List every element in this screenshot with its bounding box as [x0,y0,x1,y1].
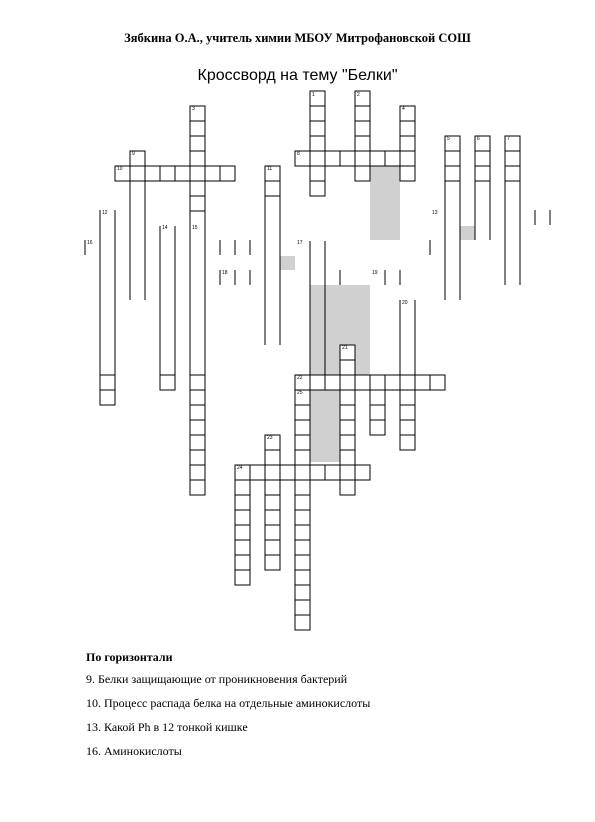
crossword-cell [265,465,280,480]
crossword-cell [295,585,310,600]
crossword-cell [190,450,205,465]
crossword-cell [310,121,325,136]
crossword-cell [355,136,370,151]
author-header: Зябкина О.А., учитель химии МБОУ Митрофановской СОШ [124,31,471,45]
crossword-cell [400,166,415,181]
crossword-cell [295,600,310,615]
crossword-cell [325,151,340,166]
crossword-cell [400,121,415,136]
clue-number: 12 [102,210,108,216]
crossword-cell [340,435,355,450]
crossword-cell [325,465,340,480]
clue-number: 7 [507,136,510,142]
crossword-cell [400,420,415,435]
crossword-cell [310,166,325,181]
crossword-cell [295,570,310,585]
clue-number: 8 [297,151,300,157]
clue-number: 14 [162,225,168,231]
clues-heading: По горизонтали [86,650,173,664]
crossword-cell [445,166,460,181]
clue-number: 20 [402,300,408,306]
crossword-cell [265,525,280,540]
crossword-cell [160,166,175,181]
crossword-cell [400,136,415,151]
crossword-cell [340,360,355,375]
crossword-cell [190,435,205,450]
shaded-block [310,390,340,462]
clue-number: 10 [117,166,123,172]
crossword-cell [370,405,385,420]
crossword-cell [175,166,190,181]
crossword-cell [295,450,310,465]
crossword-cell [145,166,160,181]
clue-item: 10. Процесс распада белка на отдельные аминокислоты [86,696,371,710]
shaded-block [280,256,295,270]
crossword-cell [295,435,310,450]
crossword-cell [415,375,430,390]
crossword-cell [295,615,310,630]
clue-number: 24 [237,465,243,471]
crossword-cell [190,136,205,151]
crossword-cell [190,480,205,495]
crossword-cell [295,510,310,525]
clue-item: 16. Аминокислоты [86,744,182,758]
crossword-cell [190,181,205,196]
crossword-cell [295,525,310,540]
clue-number: 17 [297,240,303,246]
crossword-cell [310,181,325,196]
crossword-cell [280,465,295,480]
crossword-cell [265,510,280,525]
crossword-title: Кроссворд на тему "Белки" [197,67,398,84]
crossword-cell [235,540,250,555]
crossword-cell [385,375,400,390]
crossword-cell [310,465,325,480]
shaded-block [460,226,475,240]
clue-number: 9 [132,151,135,157]
crossword-cell [205,166,220,181]
crossword-cell [355,121,370,136]
crossword-cell [235,570,250,585]
crossword-cell [400,390,415,405]
clue-number: 6 [477,136,480,142]
crossword-cell [190,196,205,211]
crossword-cell [295,480,310,495]
crossword-cell [340,420,355,435]
crossword-cell [265,540,280,555]
crossword-cell [295,420,310,435]
crossword-cell [310,106,325,121]
clue-number: 15 [192,225,198,231]
crossword-cell [475,151,490,166]
crossword-cell [355,151,370,166]
clue-number: 25 [297,390,303,396]
crossword-cell [190,166,205,181]
crossword-cell [400,375,415,390]
crossword-cell [370,390,385,405]
crossword-cell [295,465,310,480]
crossword-cell [190,151,205,166]
crossword-cell [190,390,205,405]
clue-number: 4 [402,106,405,112]
crossword-cell [340,480,355,495]
crossword-cell [190,121,205,136]
crossword-cell [430,375,445,390]
crossword-cell [505,166,520,181]
clue-item: 13. Какой Ph в 12 тонкой кишке [86,720,248,734]
crossword-cell [190,405,205,420]
crossword-cell [235,510,250,525]
crossword-cell [190,420,205,435]
crossword-cell [265,181,280,196]
crossword-cell [475,166,490,181]
crossword-cell [445,151,460,166]
crossword-cell [310,375,325,390]
clue-number: 23 [267,435,273,441]
crossword-cell [310,136,325,151]
crossword-cell [130,166,145,181]
crossword-cell [235,480,250,495]
clue-number: 18 [222,270,228,276]
crossword-cell [385,151,400,166]
clues-section [86,650,566,768]
crossword-cell [400,405,415,420]
shaded-block [370,166,400,240]
clue-number: 21 [342,345,348,351]
crossword-cell [190,465,205,480]
crossword-cell [355,166,370,181]
crossword-cell [235,495,250,510]
crossword-cell [340,375,355,390]
crossword-cell [370,420,385,435]
crossword-cell [310,151,325,166]
crossword-cell [160,375,175,390]
crossword-cell [295,540,310,555]
crossword-cell [355,375,370,390]
crossword-cell [340,465,355,480]
clue-number: 1 [312,92,315,98]
crossword-cell [400,151,415,166]
clue-number: 13 [432,210,438,216]
crossword-cell [235,555,250,570]
crossword-cell [295,405,310,420]
clue-number: 16 [87,240,93,246]
clue-number: 3 [192,106,195,112]
crossword-cell [340,450,355,465]
crossword-cell [250,465,265,480]
crossword-cell [265,555,280,570]
crossword-cell [295,555,310,570]
crossword-cell [265,480,280,495]
crossword-cell [100,390,115,405]
crossword-cell [400,435,415,450]
crossword-cell [340,390,355,405]
crossword-cell [325,375,340,390]
crossword-cell [340,151,355,166]
clue-number: 22 [297,375,303,381]
crossword-cell [100,375,115,390]
crossword-cell [505,151,520,166]
clue-number: 11 [267,166,273,172]
clue-number: 2 [357,92,360,98]
crossword-cell [355,106,370,121]
clue-item: 9. Белки защищающие от проникновения бактерий [86,672,348,686]
crossword-cell [370,151,385,166]
crossword-cell [220,166,235,181]
crossword-cell [265,450,280,465]
clue-number: 5 [447,136,450,142]
crossword-cell [235,525,250,540]
crossword-cell [370,375,385,390]
crossword-cell [265,495,280,510]
clue-number: 19 [372,270,378,276]
crossword-cell [190,375,205,390]
crossword-cell [295,495,310,510]
crossword-cell [340,405,355,420]
crossword-cell [355,465,370,480]
